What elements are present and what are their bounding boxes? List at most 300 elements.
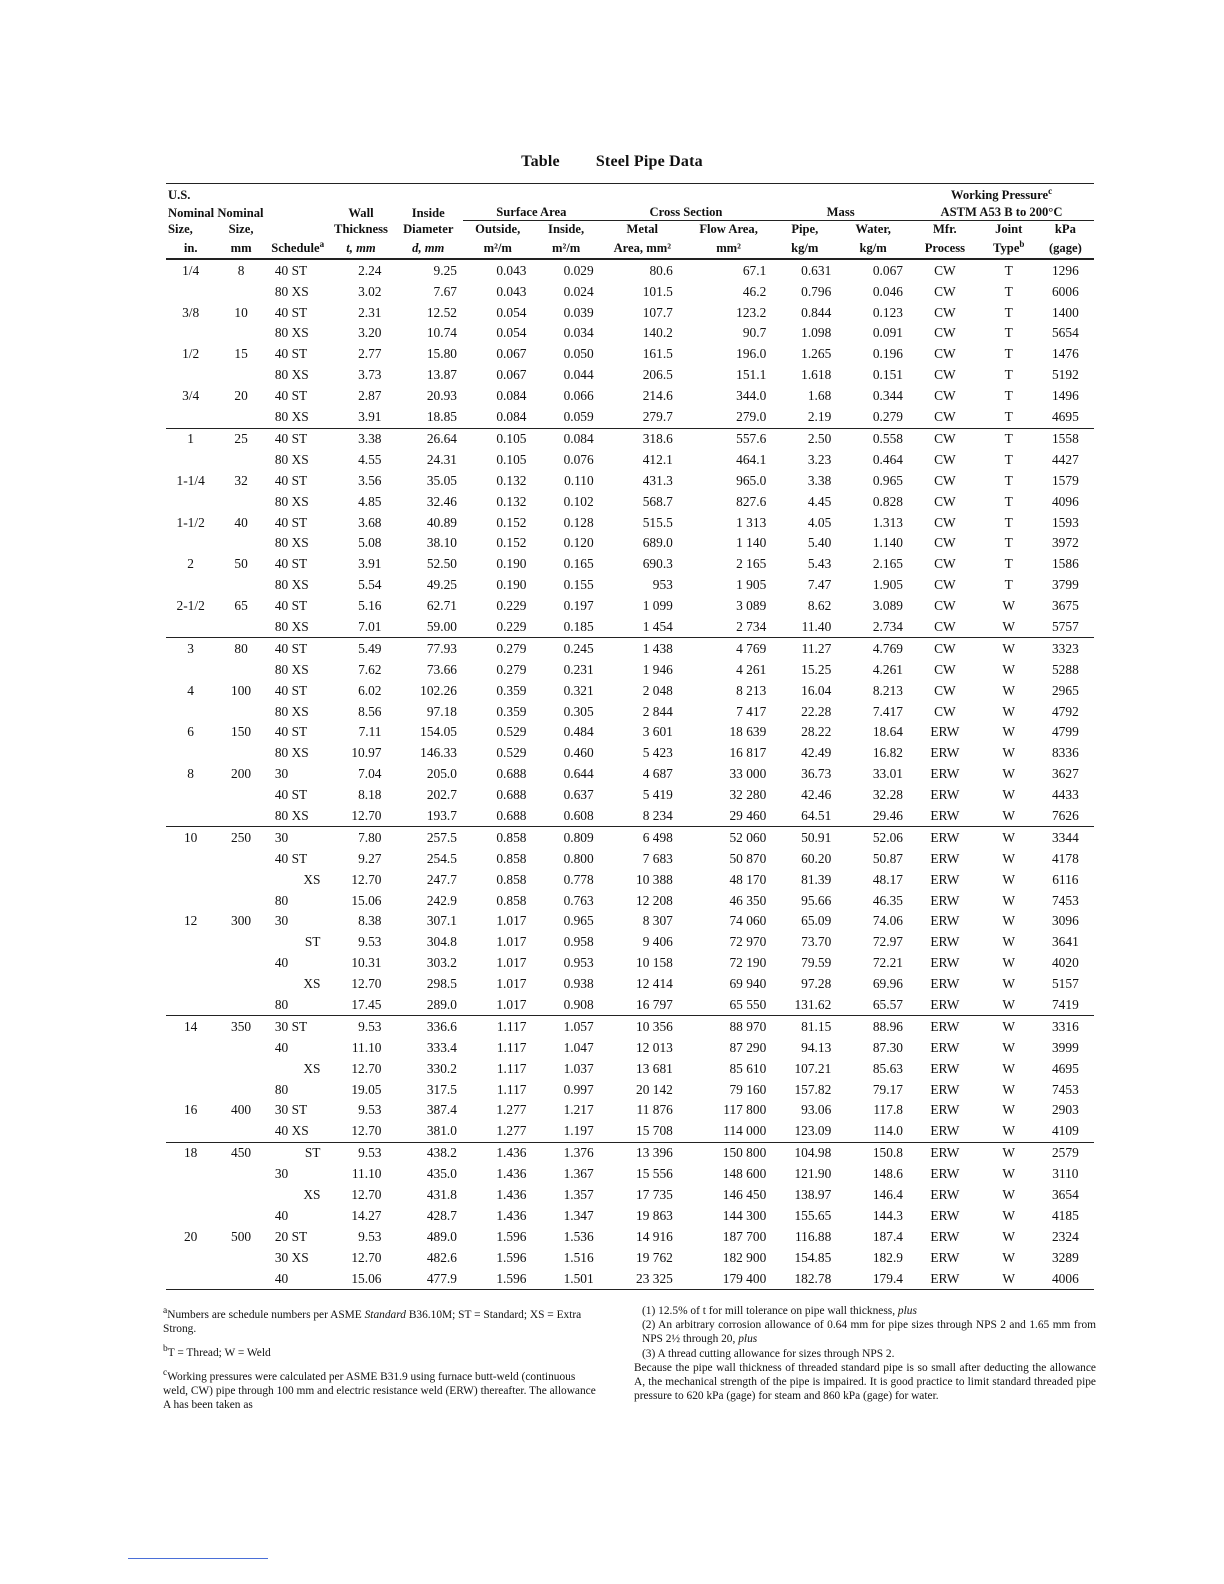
- header-mm-1: Nominal: [217, 205, 264, 220]
- cell-wall: 12.70: [351, 871, 382, 887]
- cell-kpa: 3641: [1051, 934, 1079, 950]
- table-row: [166, 1037, 1094, 1058]
- cell-mm: [215, 1268, 267, 1289]
- cell-out: 1.017: [496, 913, 527, 929]
- cell-flow: 46.2: [742, 283, 767, 299]
- table-row: [166, 785, 1094, 806]
- cell-ins: 0.185: [563, 618, 594, 634]
- cell-flow: 464.1: [736, 451, 767, 467]
- cell-mfr: ERW: [930, 1207, 960, 1223]
- cell-water: 1.905: [872, 577, 903, 593]
- cell-mm: [215, 869, 267, 890]
- cell-kpa: 4185: [1051, 1207, 1079, 1223]
- cell-joint: T: [1004, 451, 1013, 467]
- cell-out: 0.105: [496, 451, 527, 467]
- header-surface-area: Surface Area: [463, 203, 600, 221]
- cell-joint: W: [1002, 661, 1016, 677]
- cell-metal: 13 396: [600, 1142, 685, 1163]
- cell-mfr: CW: [934, 451, 956, 467]
- cell-sch: 40 ST: [274, 724, 308, 740]
- cell-mm: [215, 1205, 267, 1226]
- cell-mm: 25: [215, 428, 267, 449]
- cell-joint: W: [981, 1016, 1037, 1037]
- cell-water: 0.196: [872, 346, 903, 362]
- cell-metal: 8 234: [642, 807, 673, 823]
- cell-wall: 7.62: [358, 661, 382, 677]
- table-row: [166, 1079, 1094, 1100]
- cell-mfr: CW: [934, 325, 956, 341]
- cell-mm: 65: [234, 598, 248, 614]
- cell-flow: 3 089: [736, 598, 767, 614]
- cell-mm: [215, 575, 267, 596]
- cell-id: 205.0: [426, 766, 457, 782]
- cell-pipe: 1.68: [807, 388, 832, 404]
- header-astm: ASTM A53 B to 200°C: [909, 203, 1094, 221]
- cell-wall: 2.31: [358, 304, 382, 320]
- cell-metal: 19 762: [636, 1249, 673, 1265]
- table-row: [166, 554, 1094, 575]
- cell-pipe: 123.09: [794, 1123, 832, 1139]
- cell-ins: 0.608: [563, 807, 594, 823]
- cell-id: 298.5: [426, 976, 457, 992]
- cell-us: [166, 785, 215, 806]
- cell-out: 0.858: [496, 892, 527, 908]
- cell-sch: 40 ST: [274, 556, 308, 572]
- cell-water: 79.17: [872, 1081, 903, 1097]
- cell-flow: 7 417: [736, 703, 767, 719]
- cell-pipe: 8.62: [807, 598, 832, 614]
- cell-flow: 32 280: [729, 787, 767, 803]
- cell-water: 144.3: [872, 1207, 903, 1223]
- cell-ins: 0.059: [563, 409, 594, 425]
- cell-flow: 557.6: [685, 428, 772, 449]
- table-row: [166, 1016, 1094, 1037]
- cell-mfr: CW: [934, 703, 956, 719]
- cell-joint: T: [1004, 535, 1013, 551]
- table-row: [166, 1100, 1094, 1121]
- table-row: [166, 428, 1094, 449]
- cell-mm: [215, 407, 267, 428]
- cell-out: 0.054: [496, 325, 527, 341]
- cell-mfr: ERW: [930, 976, 960, 992]
- cell-flow: 2 734: [736, 618, 767, 634]
- table-row: [166, 869, 1094, 890]
- cell-water: 52.06: [837, 827, 909, 848]
- cell-kpa: 5192: [1051, 367, 1079, 383]
- cell-water: 48.17: [872, 871, 903, 887]
- cell-wall: 9.27: [358, 850, 382, 866]
- table-row: [166, 596, 1094, 617]
- cell-ins: 0.165: [563, 556, 594, 572]
- cell-wall: 7.01: [358, 618, 382, 634]
- cell-water: 85.63: [872, 1060, 903, 1076]
- cell-joint: T: [1004, 577, 1013, 593]
- cell-us: 14: [166, 1016, 215, 1037]
- cell-id: 26.64: [394, 428, 463, 449]
- cell-metal: 568.7: [642, 493, 673, 509]
- cell-id: 317.5: [426, 1081, 457, 1097]
- cell-mfr: ERW: [930, 892, 960, 908]
- cell-kpa: 3999: [1051, 1039, 1079, 1055]
- cell-mm: [215, 932, 267, 953]
- cell-water: 0.123: [872, 304, 903, 320]
- cell-ins: 0.076: [563, 451, 594, 467]
- cell-joint: W: [1002, 766, 1016, 782]
- cell-kpa: 1586: [1051, 556, 1079, 572]
- cell-wall: 12.70: [351, 1249, 382, 1265]
- cell-water: 46.35: [872, 892, 903, 908]
- header-kpa-1: kPa: [1054, 222, 1076, 237]
- cell-metal: 10 356: [600, 1016, 685, 1037]
- cell-joint: W: [1002, 955, 1016, 971]
- cell-water: 33.01: [872, 766, 903, 782]
- cell-us: 10: [166, 827, 215, 848]
- cell-pipe: 3.23: [807, 451, 832, 467]
- cell-joint: W: [1002, 1102, 1016, 1118]
- cell-id: 333.4: [426, 1039, 457, 1055]
- cell-water: 114.0: [873, 1123, 903, 1139]
- cell-id: 7.67: [433, 283, 457, 299]
- cell-out: 1.436: [496, 1207, 527, 1223]
- cell-joint: W: [1002, 598, 1016, 614]
- cell-flow: 72 190: [729, 955, 767, 971]
- cell-id: 38.10: [426, 535, 457, 551]
- cell-wall: 12.70: [351, 1123, 382, 1139]
- cell-wall: 3.68: [358, 514, 382, 530]
- cell-mfr: ERW: [909, 827, 981, 848]
- cell-pipe: 121.90: [794, 1166, 832, 1182]
- header-us-1: U.S.: [168, 188, 191, 203]
- cell-us: [166, 995, 215, 1016]
- cell-mfr: CW: [934, 472, 956, 488]
- cell-out: 0.152: [496, 535, 527, 551]
- cell-out: 0.084: [496, 388, 527, 404]
- header-cross-section: Cross Section: [600, 203, 773, 221]
- cell-kpa: 5654: [1051, 325, 1079, 341]
- cell-sch: 80 XS: [274, 807, 309, 823]
- header-schedule: Schedule$^a$: [267, 237, 329, 259]
- cell-sch: 80 XS: [274, 283, 309, 299]
- cell-kpa: 3799: [1051, 577, 1079, 593]
- cell-us: [166, 890, 215, 911]
- footnote-a: $^a$Numbers are schedule numbers per ASME Standard B36.10M; ST = Standard; XS = Extra Strong.: [163, 1306, 582, 1335]
- cell-mm: [215, 1164, 267, 1185]
- cell-joint: T: [1004, 514, 1013, 530]
- header-flow-1: Flow Area,: [699, 222, 758, 237]
- cell-metal: 20 142: [636, 1081, 673, 1097]
- cell-kpa: 4006: [1037, 1268, 1094, 1289]
- header-inside-sa-2: m²/m: [532, 237, 599, 259]
- cell-pipe: 2.19: [807, 409, 832, 425]
- cell-us: [166, 1185, 215, 1206]
- cell-out: 0.043: [463, 259, 532, 281]
- cell-pipe: 155.65: [794, 1207, 832, 1223]
- cell-wall: 12.70: [351, 1060, 382, 1076]
- table-row: [166, 974, 1094, 995]
- cell-us: 20: [183, 1228, 198, 1244]
- cell-sch: 30: [274, 1166, 289, 1182]
- cell-metal: 689.0: [642, 535, 673, 551]
- cell-out: 1.117: [496, 1039, 527, 1055]
- cell-metal: 14 916: [636, 1228, 673, 1244]
- cell-id: 77.93: [394, 638, 463, 659]
- cell-id: 330.2: [426, 1060, 457, 1076]
- header-inside-2: Diameter: [403, 222, 454, 237]
- cell-joint: T: [1004, 556, 1013, 572]
- table-row: [166, 302, 1094, 323]
- cell-ins: 0.066: [563, 388, 594, 404]
- cell-mfr: CW: [934, 661, 956, 677]
- cell-metal: 4 687: [642, 766, 673, 782]
- cell-us: [166, 1247, 215, 1268]
- cell-out: 0.688: [496, 766, 527, 782]
- cell-id: 18.85: [426, 409, 457, 425]
- cell-sch: 80 XS: [274, 703, 309, 719]
- cell-pipe: 4.45: [807, 493, 832, 509]
- cell-metal: 7 683: [642, 850, 673, 866]
- cell-wall: 3.20: [358, 325, 382, 341]
- cell-flow: 279.0: [736, 409, 767, 425]
- cell-pipe: 81.39: [801, 871, 832, 887]
- cell-us: 8: [187, 766, 194, 782]
- cell-ins: 0.484: [563, 724, 594, 740]
- cell-metal: 10 158: [636, 955, 673, 971]
- cell-ins: 0.050: [563, 346, 594, 362]
- cell-pipe: 116.88: [794, 1228, 832, 1244]
- cell-mm: [215, 806, 267, 827]
- cell-id: 435.0: [426, 1166, 457, 1182]
- cell-id: 73.66: [426, 661, 457, 677]
- cell-ins: 1.516: [563, 1249, 594, 1265]
- cell-wall: 9.53: [329, 1142, 394, 1163]
- cell-wall: 3.91: [358, 556, 382, 572]
- cell-ins: 0.245: [532, 638, 599, 659]
- cell-wall: 2.87: [358, 388, 382, 404]
- cell-kpa: 4792: [1051, 703, 1079, 719]
- cell-water: 3.089: [872, 598, 903, 614]
- cell-kpa: 4109: [1051, 1123, 1079, 1139]
- cell-mm: [215, 953, 267, 974]
- cell-flow: 196.0: [736, 346, 767, 362]
- cell-mm: 100: [231, 682, 252, 698]
- cell-pipe: 93.06: [801, 1102, 832, 1118]
- cell-mfr: CW: [909, 428, 981, 449]
- cell-out: 1.017: [496, 996, 527, 1012]
- cell-out: 0.858: [463, 827, 532, 848]
- cell-mfr: CW: [934, 304, 956, 320]
- cell-water: 150.8: [837, 1142, 909, 1163]
- table-row: [166, 344, 1094, 365]
- cell-id: 20.93: [426, 388, 457, 404]
- cell-out: 0.229: [496, 618, 527, 634]
- header-mm-2: Size,: [228, 222, 254, 237]
- cell-out: 0.688: [496, 787, 527, 803]
- cell-sch: 40 XS: [274, 1123, 309, 1139]
- cell-wall: 12.70: [351, 1187, 382, 1202]
- cell-sch: XS: [303, 976, 321, 992]
- cell-out: 1.596: [463, 1268, 532, 1289]
- cell-id: 12.52: [426, 304, 457, 320]
- cell-out: 0.067: [496, 367, 527, 383]
- cell-water: 72.97: [872, 934, 903, 950]
- cell-us: [166, 848, 215, 869]
- header-joint-1: Joint: [995, 222, 1023, 237]
- cell-id: 336.6: [394, 1016, 463, 1037]
- cell-sch: 40: [267, 1268, 329, 1289]
- cell-mm: 10: [234, 304, 248, 320]
- cell-pipe: 42.46: [801, 787, 832, 803]
- cell-out: 0.279: [463, 638, 532, 659]
- cell-metal: 23 325: [600, 1268, 685, 1289]
- table-row: [166, 617, 1094, 638]
- cell-joint: W: [1002, 996, 1016, 1012]
- cell-us: [166, 491, 215, 512]
- cell-water: 0.091: [872, 325, 903, 341]
- table-row: [166, 932, 1094, 953]
- cell-kpa: 4427: [1051, 451, 1079, 467]
- cell-mm: 40: [234, 514, 248, 530]
- cell-wall: 3.73: [358, 367, 382, 383]
- footnotes-left: [163, 1304, 603, 1419]
- cell-flow: 4 261: [736, 661, 767, 677]
- cell-wall: 12.70: [351, 807, 382, 823]
- cell-sch: 80 XS: [274, 493, 309, 509]
- cell-kpa: 2903: [1051, 1102, 1079, 1118]
- cell-mfr: CW: [934, 556, 956, 572]
- cell-out: 0.067: [496, 346, 527, 362]
- cell-flow: 33 000: [729, 766, 767, 782]
- cell-kpa: 4020: [1051, 955, 1079, 971]
- cell-mm: 150: [231, 724, 252, 740]
- cell-kpa: 1476: [1051, 346, 1079, 362]
- cell-wall: 19.05: [351, 1081, 382, 1097]
- cell-mm: [215, 974, 267, 995]
- cell-ins: 0.305: [563, 703, 594, 719]
- table-row: [166, 806, 1094, 827]
- cell-flow: 18 639: [729, 724, 767, 740]
- cell-id: 97.18: [426, 703, 457, 719]
- cell-water: 8.213: [872, 682, 903, 698]
- cell-kpa: 8336: [1051, 745, 1079, 761]
- cell-pipe: 65.09: [801, 913, 832, 929]
- cell-mm: [215, 701, 267, 722]
- cell-flow: 2 165: [736, 556, 767, 572]
- cell-ins: 0.102: [563, 493, 594, 509]
- cell-water: 7.417: [872, 703, 903, 719]
- table-row: [166, 1226, 1094, 1247]
- cell-kpa: 1579: [1051, 472, 1079, 488]
- cell-out: 0.054: [496, 304, 527, 320]
- cell-water: 1.140: [872, 535, 903, 551]
- cell-mm: 8: [215, 259, 267, 281]
- table-title-text: Steel Pipe Data: [595, 153, 703, 170]
- cell-us: 2: [187, 556, 194, 572]
- cell-kpa: 7453: [1051, 892, 1079, 908]
- cell-metal: 80.6: [600, 259, 685, 281]
- cell-joint: W: [1002, 934, 1016, 950]
- cell-metal: 318.6: [600, 428, 685, 449]
- table-row: [166, 1247, 1094, 1268]
- cell-ins: 0.644: [563, 766, 594, 782]
- cell-mfr: ERW: [930, 850, 960, 866]
- footnotes-right: [634, 1304, 1096, 1403]
- cell-water: 4.769: [837, 638, 909, 659]
- cell-pipe: 7.47: [807, 577, 832, 593]
- cell-pipe: 4.05: [807, 514, 832, 530]
- cell-kpa: 3972: [1051, 535, 1079, 551]
- cell-wall: 7.04: [358, 766, 382, 782]
- cell-out: 0.688: [496, 807, 527, 823]
- cell-wall: 12.70: [351, 976, 382, 992]
- cell-ins: 0.637: [563, 787, 594, 803]
- header-wall-2: Thickness: [334, 222, 388, 237]
- cell-ins: 0.809: [532, 827, 599, 848]
- cell-us: 1-1/2: [176, 514, 205, 530]
- footnote-c-conclusion: Because the pipe wall thickness of threaded standard pipe is so small after deducting the allowance A, the mechanical strength of the pipe is impaired. It is good practice to limit standard threaded pipe pressure to 620 kPa (gage) for steam and 860 kPa (gage) for water.: [634, 1361, 1096, 1403]
- cell-joint: W: [1002, 1123, 1016, 1139]
- cell-mfr: CW: [934, 618, 956, 634]
- cell-mm: [215, 1247, 267, 1268]
- header-metal-1: Metal: [626, 222, 659, 237]
- cell-us: 1-1/4: [176, 472, 205, 488]
- cell-id: 303.2: [426, 955, 457, 971]
- cell-pipe: 11.27: [772, 638, 837, 659]
- cell-sch: 80 XS: [274, 535, 309, 551]
- table-row: [166, 449, 1094, 470]
- cell-water: 117.8: [873, 1102, 903, 1118]
- cell-mfr: CW: [934, 409, 956, 425]
- cell-wall: 4.85: [358, 493, 382, 509]
- cell-metal: 15 556: [636, 1166, 673, 1182]
- cell-us: [166, 743, 215, 764]
- cell-mfr: CW: [934, 388, 956, 404]
- cell-mfr: CW: [934, 535, 956, 551]
- cell-us: [166, 869, 215, 890]
- table-row: [166, 470, 1094, 491]
- cell-mfr: CW: [934, 598, 956, 614]
- cell-sch: 80 XS: [274, 367, 309, 383]
- cell-wall: 8.38: [358, 913, 382, 929]
- cell-out: 1.277: [496, 1123, 527, 1139]
- cell-id: 387.4: [426, 1102, 457, 1118]
- cell-wall: 9.53: [358, 1102, 382, 1118]
- cell-mfr: ERW: [930, 807, 960, 823]
- cell-joint: W: [981, 1268, 1037, 1289]
- cell-pipe: 11.40: [801, 618, 832, 634]
- cell-flow: 8 213: [736, 682, 767, 698]
- cell-id: 10.74: [426, 325, 457, 341]
- cell-wall: 7.80: [329, 827, 394, 848]
- cell-kpa: 2324: [1051, 1228, 1079, 1244]
- cell-water: 29.46: [872, 807, 903, 823]
- cell-mfr: ERW: [909, 1268, 981, 1289]
- cell-ins: 0.044: [563, 367, 594, 383]
- cell-mfr: ERW: [930, 934, 960, 950]
- header-outside-2: m²/m: [463, 237, 532, 259]
- cell-metal: 17 735: [636, 1187, 673, 1202]
- cell-us: 16: [183, 1102, 198, 1118]
- cell-metal: 2 048: [642, 682, 673, 698]
- cell-joint: T: [1004, 388, 1013, 404]
- cell-wall: 2.24: [329, 259, 394, 281]
- cell-kpa: 2965: [1051, 682, 1079, 698]
- cell-sch: 40 ST: [274, 682, 308, 698]
- cell-mm: 20: [234, 388, 248, 404]
- cell-wall: 2.77: [358, 346, 382, 362]
- cell-us: [166, 1205, 215, 1226]
- cell-mm: [215, 323, 267, 344]
- cell-metal: 690.3: [642, 556, 673, 572]
